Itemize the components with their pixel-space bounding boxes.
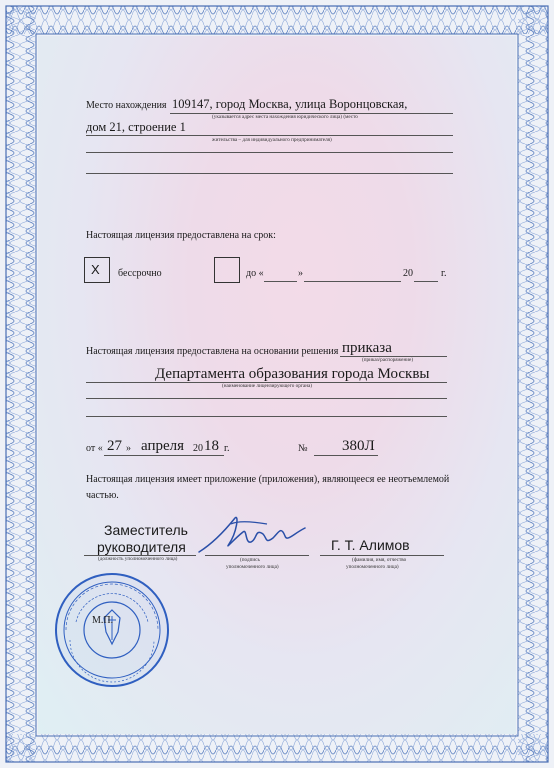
name-hint-1: (фамилия, имя, отчество <box>352 557 407 563</box>
until-day-line <box>264 281 297 282</box>
license-number: 380Л <box>342 438 375 454</box>
address-hint-2: жительства – для индивидуального предпринимателя) <box>212 137 332 143</box>
date-close-quote: » <box>126 443 131 454</box>
signature-scribble <box>195 510 310 560</box>
sign-hint-2: уполномоченного лица) <box>226 564 279 570</box>
position-hint: (должность уполномоченного лица) <box>98 556 178 562</box>
indefinite-checkbox <box>84 257 110 283</box>
date-year: 18 <box>204 438 219 454</box>
date-day: 27 <box>107 438 122 454</box>
until-quote: » <box>298 268 303 279</box>
address-label: Место нахождения <box>86 100 167 111</box>
until-year-line <box>414 281 438 282</box>
stamp-mp: М.П. <box>92 615 114 626</box>
date-from: от « <box>86 443 103 454</box>
name-hint-2: уполномоченного лица) <box>346 564 399 570</box>
address-line-2: дом 21, строение 1 <box>86 120 186 134</box>
date-month: апреля <box>141 438 185 454</box>
basis-underline-4 <box>86 416 447 417</box>
indefinite-mark: X <box>91 262 100 277</box>
basis-type: приказа <box>342 340 392 356</box>
date-century: 20 <box>193 443 203 454</box>
address-line-1: 109147, город Москва, улица Воронцовская, <box>172 97 408 111</box>
until-year-suffix: г. <box>441 268 447 279</box>
until-prefix: до « <box>246 268 264 279</box>
date-year-suffix: г. <box>224 443 230 454</box>
indefinite-label: бессрочно <box>118 268 162 279</box>
term-label: Настоящая лицензия предоставлена на срок: <box>86 230 276 241</box>
official-seal <box>52 570 172 690</box>
authority-name: Департамента образования города Москвы <box>155 366 430 382</box>
appendix-line-1: Настоящая лицензия имеет приложение (приложения), являющееся ее неотъемлемой <box>86 474 450 485</box>
basis-type-hint: (приказ/распоряжение) <box>362 357 414 363</box>
basis-underline-3 <box>86 398 447 399</box>
signer-position-2: руководителя <box>97 539 186 555</box>
name-underline <box>320 555 444 556</box>
number-underline <box>314 455 378 456</box>
signer-position-1: Заместитель <box>104 522 188 538</box>
address-underline-2 <box>86 135 453 136</box>
until-checkbox <box>214 257 240 283</box>
address-hint-1: (указывается адрес места нахождения юридического лица) (место <box>212 114 358 120</box>
address-underline-4 <box>86 173 453 174</box>
signature-underline <box>205 555 309 556</box>
date-underline <box>104 455 224 456</box>
appendix-line-2: частью. <box>86 490 119 501</box>
basis-label: Настоящая лицензия предоставлена на основании решения <box>86 346 339 357</box>
authority-hint: (наименование лицензирующего органа) <box>222 383 313 389</box>
until-month-line <box>304 281 401 282</box>
sign-hint-1: (подпись <box>240 557 260 563</box>
until-year-prefix: 20 <box>403 268 413 279</box>
signer-name: Г. Т. Алимов <box>331 537 410 553</box>
address-underline-3 <box>86 152 453 153</box>
number-label: № <box>298 443 308 454</box>
